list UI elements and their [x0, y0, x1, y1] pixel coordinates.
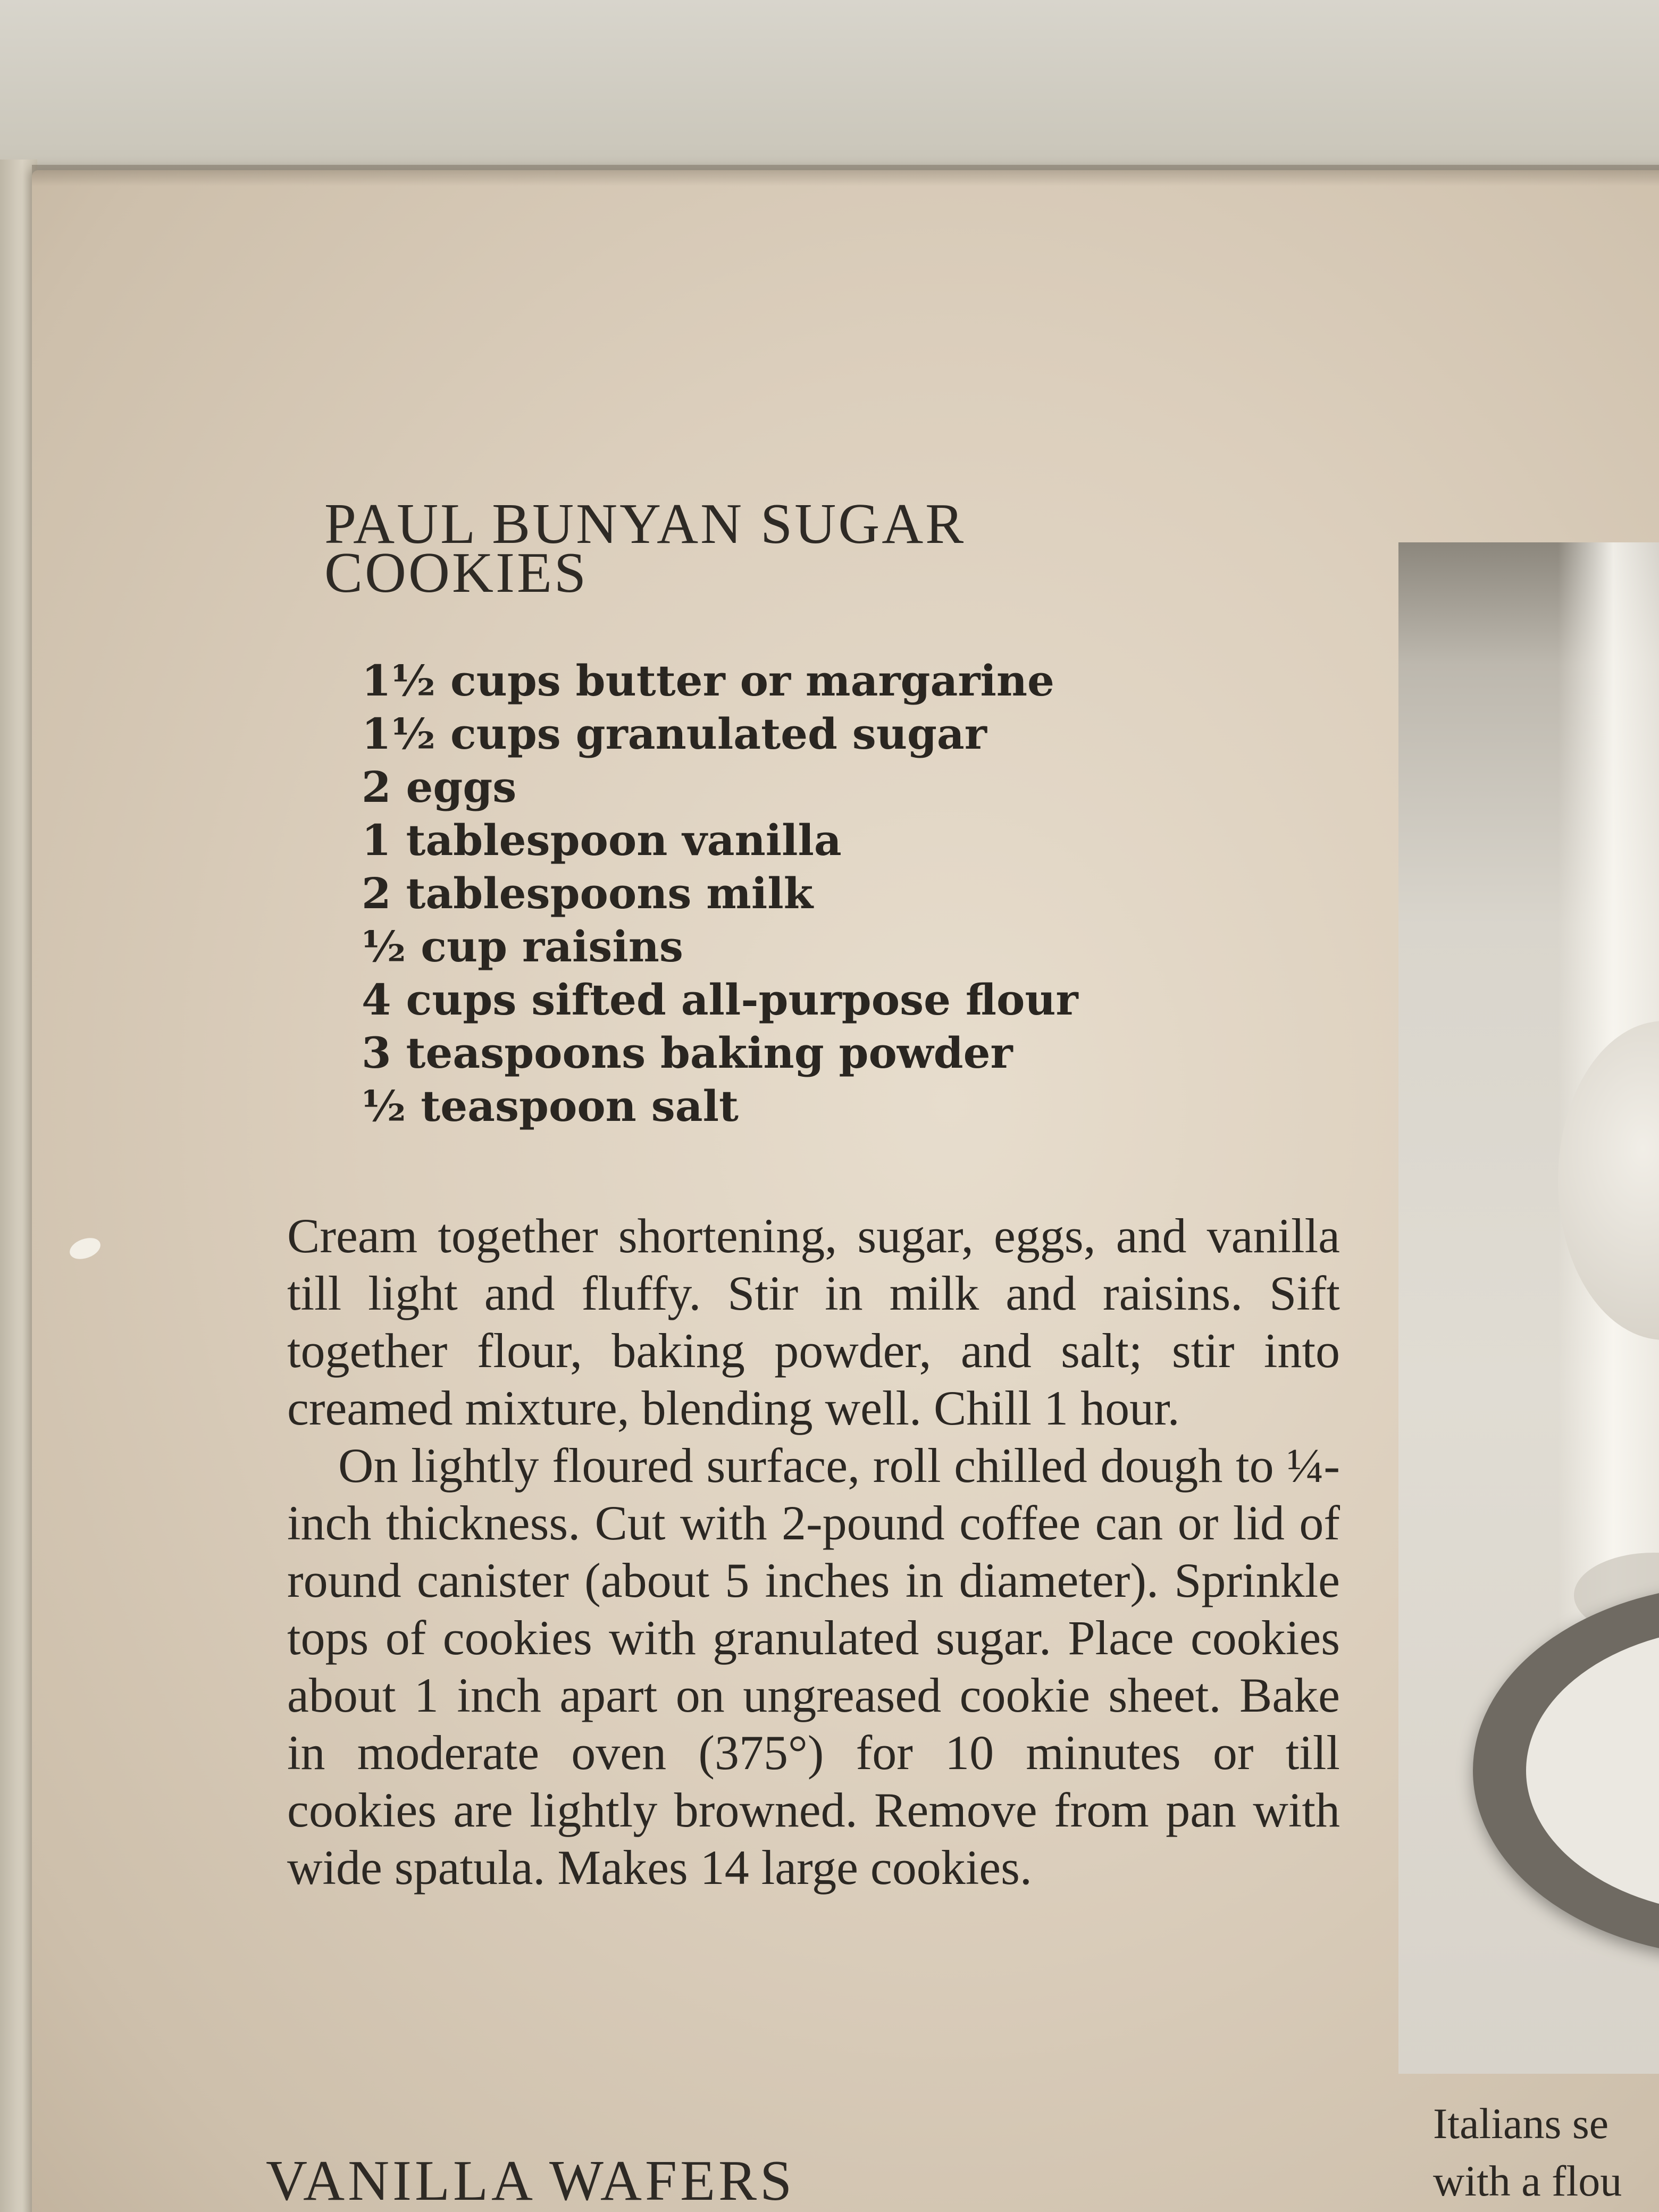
ingredient-item: ½ teaspoon salt [362, 1081, 739, 1131]
ingredient-item: 1 tablespoon vanilla [362, 815, 842, 865]
ingredient-item: 2 eggs [362, 762, 517, 812]
ingredient-item: 4 cups sifted all-purpose flour [362, 975, 1078, 1025]
method-paragraph: On lightly floured surface, roll chilled dough to ¼-inch thickness. Cut with 2-pound coffee can or lid of round canister (about 5 inches in diameter). Sprinkle tops of cookies with granulated sugar. Place cookies about 1 inch apart on ungreased cookie sheet. Bake in moderate oven (375°) for 10 minutes or till cookies are lightly browned. Remove from pan with wide spatula. Makes 14 large cookies. [287, 1438, 1340, 1895]
recipe-title-line-2: COOKIES [324, 541, 589, 605]
method-paragraph: Cream together shortening, sugar, eggs, and vanilla till light and fluffy. Stir in milk and raisins. Sift together flour, baking powder, and salt; stir into creamed mixture, blending well. Chill 1 hour. [287, 1209, 1340, 1435]
ingredient-item: 2 tablespoons milk [362, 868, 814, 918]
next-recipe-title: VANILLA WAFERS [266, 2149, 795, 2212]
photo-caption [1433, 2095, 1659, 2210]
ingredient-item: 1½ cups granulated sugar [362, 709, 987, 759]
recipe-title-line-1: PAUL BUNYAN SUGAR [324, 492, 966, 556]
ingredient-item: 1½ cups butter or margarine [362, 656, 1054, 706]
ingredient-item: ½ cup raisins [362, 921, 683, 971]
recipe-title [324, 492, 1122, 605]
ingredient-list [362, 654, 1212, 1133]
recipe-method [287, 1207, 1340, 1896]
photo-caption-line-2: with a flou [1433, 2157, 1622, 2205]
ingredient-item: 3 teaspoons baking powder [362, 1028, 1013, 1078]
page-edge-shadow [32, 165, 1659, 186]
recipe-photo [1398, 542, 1659, 2074]
photo-caption-line-1: Italians se [1433, 2099, 1609, 2148]
